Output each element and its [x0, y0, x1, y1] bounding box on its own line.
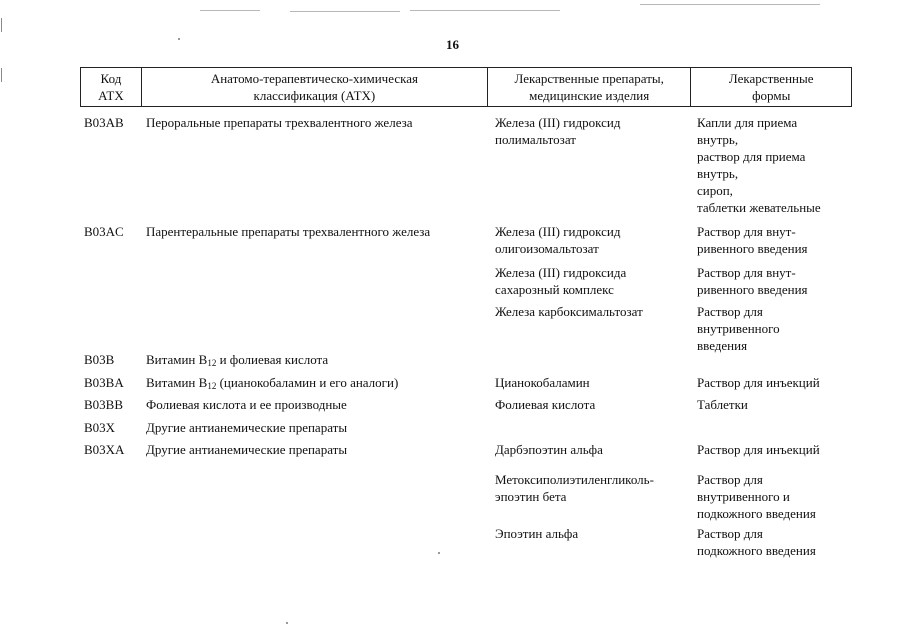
cell-form — [691, 471, 852, 526]
cell-classification — [140, 264, 487, 304]
cell-form — [691, 264, 852, 304]
form-line: Раствор для — [697, 304, 763, 319]
form-line: внутривенного — [697, 321, 780, 336]
form-line: таблетки жевательные — [697, 200, 821, 215]
cell-form — [691, 303, 852, 352]
cell-classification — [140, 471, 487, 526]
drug-line: Железа (III) гидроксид — [495, 115, 621, 130]
cell-code — [80, 525, 140, 565]
table-row — [80, 419, 852, 442]
cell-drug — [487, 419, 691, 442]
cell-drug — [487, 264, 691, 304]
form-line: Капли для приема — [697, 115, 798, 130]
cell-classification: Пероральные препараты трехвалентного железа — [146, 115, 413, 130]
cell-drug — [487, 223, 691, 265]
form-line: раствор для приема — [697, 149, 806, 164]
form-line: подкожного введения — [697, 543, 816, 558]
cell-code — [80, 264, 140, 304]
form-line: ривенного введения — [697, 241, 808, 256]
form-line: сироп, — [697, 183, 733, 198]
cell-code: B03BA — [84, 375, 124, 390]
cell-form — [691, 419, 852, 442]
drug-line: Метоксиполиэтиленгликоль- — [495, 472, 654, 487]
cell-form — [691, 351, 852, 374]
drug-line: Железа карбоксимальтозат — [495, 304, 643, 319]
form-line: подкожного введения — [697, 506, 816, 521]
form-line: Раствор для внут- — [697, 265, 796, 280]
table-row — [80, 471, 852, 526]
form-line: Таблетки — [697, 397, 748, 412]
drug-line: олигоизомальтозат — [495, 241, 599, 256]
form-line: Раствор для инъекций — [697, 375, 820, 390]
cell-form — [691, 525, 852, 565]
table-row — [80, 525, 852, 565]
cell-form — [691, 396, 852, 419]
drug-line: Эпоэтин альфа — [495, 526, 579, 541]
table-row — [80, 396, 852, 419]
cell-classification: Другие антианемические препараты — [146, 442, 348, 457]
atc-table — [80, 67, 852, 558]
drug-line: эпоэтин бета — [495, 489, 567, 504]
cell-drug — [487, 114, 691, 224]
cell-classification — [140, 303, 487, 352]
scan-artifact-line — [410, 10, 560, 11]
drug-line: Фолиевая кислота — [495, 397, 596, 412]
form-line: Раствор для — [697, 526, 763, 541]
header-cell-code: Код АТХ — [98, 71, 124, 103]
cell-form — [691, 441, 852, 471]
cell-classification: Фолиевая кислота и ее производные — [146, 397, 347, 412]
form-line: Раствор для инъекций — [697, 442, 820, 457]
form-line: внутривенного и — [697, 489, 790, 504]
drug-line: Железа (III) гидроксида — [495, 265, 627, 280]
page-number: 16 — [446, 37, 459, 52]
form-line: ривенного введения — [697, 282, 808, 297]
cell-drug — [487, 374, 691, 397]
cell-code — [80, 303, 140, 352]
table-header-row — [80, 67, 852, 107]
cell-classification: Другие антианемические препараты — [146, 420, 348, 435]
cell-classification: Витамин $B_{12}$ (цианокобаламин и его аналоги) — [146, 375, 399, 391]
drug-line: Цианокобаламин — [495, 375, 590, 390]
header-cell-classification: Анатомо-терапевтическо-химическая классификация (АТХ) — [141, 68, 487, 106]
scan-artifact-dot — [286, 622, 288, 624]
cell-drug — [487, 351, 691, 374]
cell-code: B03AC — [84, 224, 124, 239]
form-line: введения — [697, 338, 748, 353]
table-row — [80, 223, 852, 265]
scan-artifact-line — [290, 11, 400, 12]
cell-form — [691, 374, 852, 397]
form-line: внутрь, — [697, 166, 739, 181]
header-cell-forms: Лекарственные формы — [690, 68, 851, 106]
table-row — [80, 264, 852, 304]
cell-classification: Парентеральные препараты трехвалентного железа — [146, 224, 431, 239]
drug-line: сахарозный комплекс — [495, 282, 614, 297]
cell-code: B03B — [84, 352, 115, 367]
form-line: внутрь, — [697, 132, 739, 147]
scan-artifact-bar — [1, 18, 2, 32]
table-row — [80, 374, 852, 397]
cell-drug — [487, 396, 691, 419]
cell-code: B03X — [84, 420, 116, 435]
cell-code: B03BB — [84, 397, 124, 412]
cell-drug — [487, 471, 691, 526]
cell-code — [80, 471, 140, 526]
cell-classification: Витамин $B_{12}$ и фолиевая кислота — [146, 352, 329, 368]
table-row — [80, 351, 852, 374]
drug-line: Железа (III) гидроксид — [495, 224, 621, 239]
cell-form — [691, 114, 852, 224]
scan-artifact-line — [200, 10, 260, 11]
cell-code: B03AB — [84, 115, 124, 130]
drug-line: полимальтозат — [495, 132, 576, 147]
table-row — [80, 114, 852, 224]
form-line: Раствор для — [697, 472, 763, 487]
form-line: Раствор для внут- — [697, 224, 796, 239]
scan-artifact-line — [640, 4, 820, 5]
scan-artifact-bar — [1, 68, 2, 82]
table-row — [80, 303, 852, 352]
cell-drug — [487, 525, 691, 565]
cell-form — [691, 223, 852, 265]
cell-classification — [140, 525, 487, 565]
table-row — [80, 441, 852, 471]
cell-drug — [487, 441, 691, 471]
header-cell-drugs: Лекарственные препараты, медицинские изделия — [487, 68, 690, 106]
cell-code: B03XA — [84, 442, 125, 457]
drug-line: Дарбэпоэтин альфа — [495, 442, 603, 457]
cell-drug — [487, 303, 691, 352]
